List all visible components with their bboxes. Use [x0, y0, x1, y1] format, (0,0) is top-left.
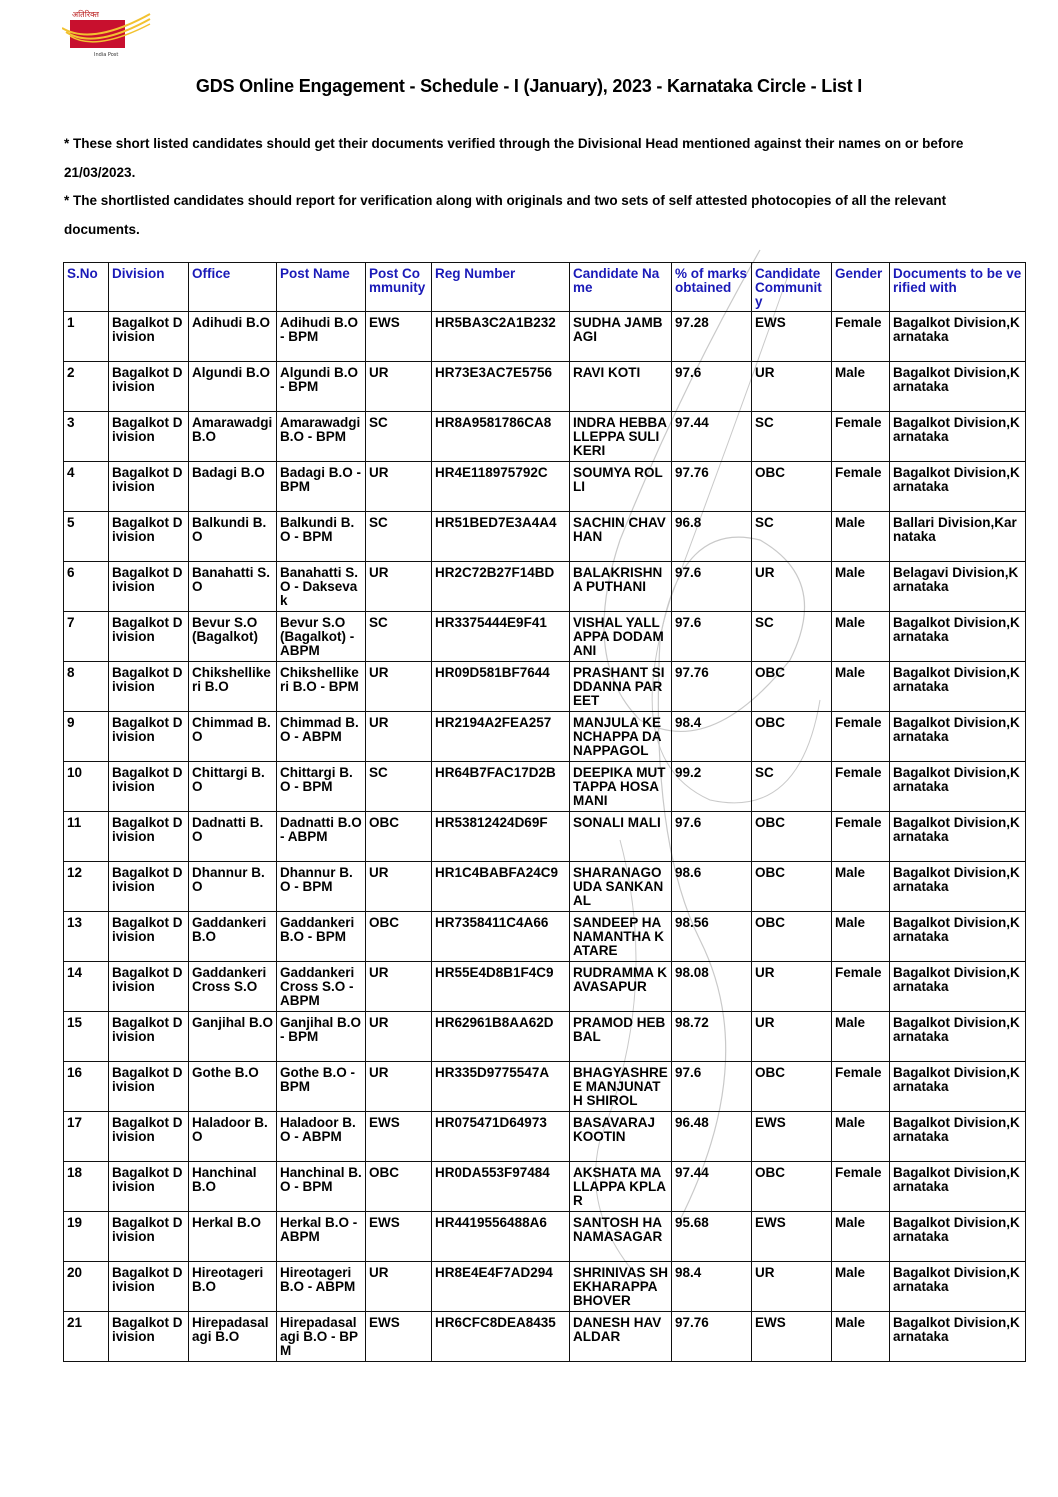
cell-candidate-name: SOUMYA ROLLI	[570, 462, 672, 512]
cell-gender: Male	[832, 1212, 890, 1262]
cell-sno: 8	[64, 662, 109, 712]
table-body	[64, 312, 1026, 1362]
cell-candidate-community: UR	[752, 962, 832, 1012]
column-header-marks: % of marks obtained	[672, 263, 752, 312]
cell-sno: 10	[64, 762, 109, 812]
cell-sno: 3	[64, 412, 109, 462]
cell-reg-number: HR6CFC8DEA8435	[432, 1312, 570, 1362]
cell-candidate-name: SONALI MALI	[570, 812, 672, 862]
table-row	[64, 762, 1026, 812]
cell-marks: 97.6	[672, 1062, 752, 1112]
cell-office: Dadnatti B.O	[189, 812, 277, 862]
cell-documents: Bagalkot Division,Karnataka	[890, 662, 1026, 712]
cell-sno: 4	[64, 462, 109, 512]
column-header-candidate-community: Candidate Community	[752, 263, 832, 312]
cell-post-community: UR	[366, 1012, 432, 1062]
cell-post-name: Gaddankeri Cross S.O - ABPM	[277, 962, 366, 1012]
cell-gender: Male	[832, 1112, 890, 1162]
cell-documents: Bagalkot Division,Karnataka	[890, 462, 1026, 512]
cell-post-community: UR	[366, 362, 432, 412]
cell-division: Bagalkot Division	[109, 462, 189, 512]
cell-marks: 97.6	[672, 362, 752, 412]
cell-candidate-community: UR	[752, 362, 832, 412]
cell-division: Bagalkot Division	[109, 712, 189, 762]
page-title: GDS Online Engagement - Schedule - I (January), 2023 - Karnataka Circle - List I	[195, 76, 863, 96]
cell-post-community: SC	[366, 512, 432, 562]
cell-division: Bagalkot Division	[109, 812, 189, 862]
table-header-row	[64, 263, 1026, 312]
cell-gender: Female	[832, 1062, 890, 1112]
cell-sno: 13	[64, 912, 109, 962]
cell-candidate-name: DANESH HAVALDAR	[570, 1312, 672, 1362]
cell-office: Gaddankeri Cross S.O	[189, 962, 277, 1012]
cell-documents: Bagalkot Division,Karnataka	[890, 762, 1026, 812]
india-post-logo	[62, 8, 152, 58]
column-header-reg-number: Reg Number	[432, 263, 570, 312]
cell-candidate-community: UR	[752, 1012, 832, 1062]
cell-marks: 99.2	[672, 762, 752, 812]
cell-post-name: Chikshellikeri B.O - BPM	[277, 662, 366, 712]
cell-office: Banahatti S.O	[189, 562, 277, 612]
cell-post-community: EWS	[366, 1112, 432, 1162]
cell-documents: Bagalkot Division,Karnataka	[890, 1162, 1026, 1212]
cell-division: Bagalkot Division	[109, 362, 189, 412]
cell-reg-number: HR62961B8AA62D	[432, 1012, 570, 1062]
cell-marks: 97.76	[672, 1312, 752, 1362]
cell-candidate-community: OBC	[752, 712, 832, 762]
cell-office: Hireotageri B.O	[189, 1262, 277, 1312]
cell-division: Bagalkot Division	[109, 662, 189, 712]
cell-sno: 17	[64, 1112, 109, 1162]
cell-division: Bagalkot Division	[109, 1112, 189, 1162]
cell-documents: Bagalkot Division,Karnataka	[890, 862, 1026, 912]
table-row	[64, 812, 1026, 862]
table-row	[64, 962, 1026, 1012]
cell-marks: 97.44	[672, 412, 752, 462]
cell-marks: 98.08	[672, 962, 752, 1012]
cell-candidate-name: RAVI KOTI	[570, 362, 672, 412]
table-row	[64, 512, 1026, 562]
cell-marks: 97.6	[672, 612, 752, 662]
instruction-note: * The shortlisted candidates should report for verification along with originals and two sets of self attested photocopies of all the relevant documents.	[64, 193, 947, 237]
cell-division: Bagalkot Division	[109, 1012, 189, 1062]
cell-candidate-name: RUDRAMMA KAVASAPUR	[570, 962, 672, 1012]
cell-sno: 1	[64, 312, 109, 362]
cell-candidate-community: OBC	[752, 862, 832, 912]
cell-sno: 12	[64, 862, 109, 912]
cell-candidate-name: MANJULA KENCHAPPA DANAPPAGOL	[570, 712, 672, 762]
cell-candidate-community: UR	[752, 1262, 832, 1312]
cell-post-name: Chittargi B.O - BPM	[277, 762, 366, 812]
cell-reg-number: HR09D581BF7644	[432, 662, 570, 712]
cell-gender: Female	[832, 412, 890, 462]
cell-reg-number: HR7358411C4A66	[432, 912, 570, 962]
cell-candidate-community: OBC	[752, 1062, 832, 1112]
cell-office: Balkundi B.O	[189, 512, 277, 562]
cell-documents: Bagalkot Division,Karnataka	[890, 962, 1026, 1012]
cell-sno: 11	[64, 812, 109, 862]
cell-sno: 14	[64, 962, 109, 1012]
cell-candidate-community: SC	[752, 512, 832, 562]
cell-office: Haladoor B.O	[189, 1112, 277, 1162]
cell-reg-number: HR2C72B27F14BD	[432, 562, 570, 612]
cell-candidate-community: OBC	[752, 1162, 832, 1212]
cell-marks: 97.76	[672, 662, 752, 712]
cell-gender: Male	[832, 662, 890, 712]
cell-gender: Male	[832, 1012, 890, 1062]
column-header-gender: Gender	[832, 263, 890, 312]
cell-post-name: Balkundi B.O - BPM	[277, 512, 366, 562]
cell-sno: 5	[64, 512, 109, 562]
cell-sno: 16	[64, 1062, 109, 1112]
column-header-post-name: Post Name	[277, 263, 366, 312]
cell-post-community: EWS	[366, 1312, 432, 1362]
table-row	[64, 312, 1026, 362]
cell-office: Hirepadasalagi B.O	[189, 1312, 277, 1362]
cell-candidate-community: SC	[752, 762, 832, 812]
cell-documents: Bagalkot Division,Karnataka	[890, 912, 1026, 962]
cell-office: Chimmad B.O	[189, 712, 277, 762]
cell-reg-number: HR55E4D8B1F4C9	[432, 962, 570, 1012]
table-row	[64, 1112, 1026, 1162]
cell-documents: Bagalkot Division,Karnataka	[890, 412, 1026, 462]
cell-gender: Female	[832, 462, 890, 512]
cell-candidate-name: PRASHANT SIDDANNA PAREET	[570, 662, 672, 712]
cell-office: Ganjihal B.O	[189, 1012, 277, 1062]
cell-post-community: UR	[366, 1262, 432, 1312]
cell-post-community: OBC	[366, 812, 432, 862]
cell-gender: Male	[832, 1312, 890, 1362]
cell-post-name: Dhannur B.O - BPM	[277, 862, 366, 912]
cell-sno: 20	[64, 1262, 109, 1312]
table-row	[64, 1162, 1026, 1212]
cell-division: Bagalkot Division	[109, 1262, 189, 1312]
cell-gender: Female	[832, 812, 890, 862]
cell-post-community: OBC	[366, 1162, 432, 1212]
cell-documents: Bagalkot Division,Karnataka	[890, 712, 1026, 762]
cell-documents: Belagavi Division,Karnataka	[890, 562, 1026, 612]
cell-sno: 6	[64, 562, 109, 612]
cell-office: Amarawadgi B.O	[189, 412, 277, 462]
cell-office: Algundi B.O	[189, 362, 277, 412]
cell-post-name: Gothe B.O - BPM	[277, 1062, 366, 1112]
cell-post-name: Algundi B.O - BPM	[277, 362, 366, 412]
cell-marks: 98.6	[672, 862, 752, 912]
cell-division: Bagalkot Division	[109, 762, 189, 812]
cell-documents: Bagalkot Division,Karnataka	[890, 362, 1026, 412]
cell-division: Bagalkot Division	[109, 1212, 189, 1262]
cell-sno: 15	[64, 1012, 109, 1062]
cell-post-name: Hirepadasalagi B.O - BPM	[277, 1312, 366, 1362]
cell-post-name: Ganjihal B.O - BPM	[277, 1012, 366, 1062]
cell-post-community: UR	[366, 1062, 432, 1112]
cell-candidate-name: INDRA HEBBALLEPPA SULIKERI	[570, 412, 672, 462]
cell-office: Chikshellikeri B.O	[189, 662, 277, 712]
column-header-sno: S.No	[64, 263, 109, 312]
cell-reg-number: HR5BA3C2A1B232	[432, 312, 570, 362]
cell-office: Dhannur B.O	[189, 862, 277, 912]
cell-marks: 96.8	[672, 512, 752, 562]
cell-gender: Female	[832, 1162, 890, 1212]
cell-sno: 18	[64, 1162, 109, 1212]
cell-candidate-name: DEEPIKA MUTTAPPA HOSAMANI	[570, 762, 672, 812]
cell-post-community: UR	[366, 462, 432, 512]
table-row	[64, 1312, 1026, 1362]
instruction-note: * These short listed candidates should get their documents verified through the Divisional Head mentioned against their names on or before 21/03/2023.	[64, 136, 964, 180]
cell-candidate-name: SANDEEP HANAMANTHA KATARE	[570, 912, 672, 962]
cell-sno: 2	[64, 362, 109, 412]
cell-sno: 19	[64, 1212, 109, 1262]
cell-post-community: UR	[366, 862, 432, 912]
cell-division: Bagalkot Division	[109, 912, 189, 962]
cell-sno: 21	[64, 1312, 109, 1362]
cell-post-community: OBC	[366, 912, 432, 962]
cell-candidate-community: UR	[752, 562, 832, 612]
cell-marks: 95.68	[672, 1212, 752, 1262]
cell-marks: 96.48	[672, 1112, 752, 1162]
cell-reg-number: HR8E4E4F7AD294	[432, 1262, 570, 1312]
table-row	[64, 1062, 1026, 1112]
cell-division: Bagalkot Division	[109, 512, 189, 562]
cell-post-community: UR	[366, 662, 432, 712]
table-row	[64, 712, 1026, 762]
cell-gender: Male	[832, 562, 890, 612]
cell-candidate-community: EWS	[752, 1212, 832, 1262]
cell-documents: Bagalkot Division,Karnataka	[890, 1262, 1026, 1312]
cell-office: Bevur S.O (Bagalkot)	[189, 612, 277, 662]
cell-post-name: Dadnatti B.O - ABPM	[277, 812, 366, 862]
cell-documents: Bagalkot Division,Karnataka	[890, 612, 1026, 662]
cell-candidate-community: SC	[752, 612, 832, 662]
cell-division: Bagalkot Division	[109, 862, 189, 912]
cell-marks: 97.44	[672, 1162, 752, 1212]
cell-reg-number: HR0DA553F97484	[432, 1162, 570, 1212]
cell-division: Bagalkot Division	[109, 1062, 189, 1112]
cell-documents: Bagalkot Division,Karnataka	[890, 312, 1026, 362]
cell-office: Gothe B.O	[189, 1062, 277, 1112]
cell-gender: Female	[832, 712, 890, 762]
cell-post-name: Haladoor B.O - ABPM	[277, 1112, 366, 1162]
cell-marks: 98.4	[672, 712, 752, 762]
column-header-post-community: Post Community	[366, 263, 432, 312]
cell-division: Bagalkot Division	[109, 1162, 189, 1212]
cell-marks: 97.6	[672, 812, 752, 862]
cell-post-community: SC	[366, 612, 432, 662]
cell-candidate-name: SHARANAGOUDA SANKANAL	[570, 862, 672, 912]
cell-office: Herkal B.O	[189, 1212, 277, 1262]
table-row	[64, 662, 1026, 712]
table-row	[64, 362, 1026, 412]
cell-candidate-community: EWS	[752, 312, 832, 362]
cell-post-community: EWS	[366, 312, 432, 362]
cell-candidate-name: AKSHATA MALLAPPA KPLAR	[570, 1162, 672, 1212]
table-row	[64, 562, 1026, 612]
column-header-office: Office	[189, 263, 277, 312]
cell-post-community: EWS	[366, 1212, 432, 1262]
table-row	[64, 1012, 1026, 1062]
cell-marks: 97.6	[672, 562, 752, 612]
cell-gender: Male	[832, 862, 890, 912]
cell-post-community: UR	[366, 962, 432, 1012]
cell-post-community: UR	[366, 562, 432, 612]
cell-reg-number: HR075471D64973	[432, 1112, 570, 1162]
cell-post-name: Banahatti S.O - Daksevak	[277, 562, 366, 612]
cell-office: Hanchinal B.O	[189, 1162, 277, 1212]
cell-candidate-name: SACHIN CHAVHAN	[570, 512, 672, 562]
cell-office: Badagi B.O	[189, 462, 277, 512]
column-header-candidate-name: Candidate Name	[570, 263, 672, 312]
cell-documents: Bagalkot Division,Karnataka	[890, 1012, 1026, 1062]
cell-post-name: Adihudi B.O - BPM	[277, 312, 366, 362]
table-row	[64, 412, 1026, 462]
cell-reg-number: HR2194A2FEA257	[432, 712, 570, 762]
cell-reg-number: HR53812424D69F	[432, 812, 570, 862]
cell-documents: Bagalkot Division,Karnataka	[890, 1062, 1026, 1112]
cell-post-name: Badagi B.O - BPM	[277, 462, 366, 512]
cell-reg-number: HR51BED7E3A4A4	[432, 512, 570, 562]
cell-gender: Female	[832, 962, 890, 1012]
cell-candidate-community: EWS	[752, 1312, 832, 1362]
india-post-logo-icon	[62, 8, 152, 58]
cell-sno: 9	[64, 712, 109, 762]
column-header-division: Division	[109, 263, 189, 312]
cell-division: Bagalkot Division	[109, 312, 189, 362]
table-row	[64, 912, 1026, 962]
cell-reg-number: HR8A9581786CA8	[432, 412, 570, 462]
svg-text:अतिरिक्त: अतिरिक्त	[72, 10, 99, 19]
cell-candidate-community: OBC	[752, 462, 832, 512]
cell-post-name: Bevur S.O (Bagalkot) - ABPM	[277, 612, 366, 662]
shortlist-table	[63, 262, 1026, 1362]
cell-reg-number: HR73E3AC7E5756	[432, 362, 570, 412]
table-row	[64, 1212, 1026, 1262]
cell-gender: Female	[832, 762, 890, 812]
cell-office: Chittargi B.O	[189, 762, 277, 812]
cell-marks: 97.28	[672, 312, 752, 362]
cell-division: Bagalkot Division	[109, 1312, 189, 1362]
cell-candidate-name: SUDHA JAMBAGI	[570, 312, 672, 362]
cell-post-name: Gaddankeri B.O - BPM	[277, 912, 366, 962]
cell-reg-number: HR4419556488A6	[432, 1212, 570, 1262]
cell-post-community: SC	[366, 412, 432, 462]
cell-candidate-name: BASAVARAJ KOOTIN	[570, 1112, 672, 1162]
cell-post-name: Herkal B.O - ABPM	[277, 1212, 366, 1262]
cell-post-community: SC	[366, 762, 432, 812]
cell-division: Bagalkot Division	[109, 612, 189, 662]
cell-gender: Male	[832, 912, 890, 962]
cell-candidate-community: OBC	[752, 912, 832, 962]
instructions	[64, 130, 994, 244]
cell-sno: 7	[64, 612, 109, 662]
table-row	[64, 1262, 1026, 1312]
cell-gender: Male	[832, 362, 890, 412]
cell-division: Bagalkot Division	[109, 562, 189, 612]
cell-candidate-name: BHAGYASHREE MANJUNATH SHIROL	[570, 1062, 672, 1112]
cell-candidate-community: EWS	[752, 1112, 832, 1162]
cell-gender: Male	[832, 512, 890, 562]
cell-division: Bagalkot Division	[109, 962, 189, 1012]
cell-office: Gaddankeri B.O	[189, 912, 277, 962]
cell-gender: Male	[832, 1262, 890, 1312]
cell-documents: Bagalkot Division,Karnataka	[890, 1312, 1026, 1362]
table-row	[64, 612, 1026, 662]
cell-candidate-community: OBC	[752, 812, 832, 862]
cell-reg-number: HR3375444E9F41	[432, 612, 570, 662]
cell-documents: Bagalkot Division,Karnataka	[890, 1112, 1026, 1162]
svg-text:India Post: India Post	[94, 52, 119, 58]
column-header-documents: Documents to be verified with	[890, 263, 1026, 312]
cell-reg-number: HR1C4BABFA24C9	[432, 862, 570, 912]
cell-gender: Female	[832, 312, 890, 362]
cell-marks: 98.56	[672, 912, 752, 962]
cell-candidate-community: OBC	[752, 662, 832, 712]
cell-post-name: Hanchinal B.O - BPM	[277, 1162, 366, 1212]
cell-marks: 98.4	[672, 1262, 752, 1312]
cell-marks: 97.76	[672, 462, 752, 512]
cell-post-name: Amarawadgi B.O - BPM	[277, 412, 366, 462]
cell-division: Bagalkot Division	[109, 412, 189, 462]
cell-reg-number: HR335D9775547A	[432, 1062, 570, 1112]
cell-documents: Bagalkot Division,Karnataka	[890, 1212, 1026, 1262]
table-row	[64, 862, 1026, 912]
cell-candidate-name: VISHAL YALLAPPA DODAMANI	[570, 612, 672, 662]
cell-candidate-name: BALAKRISHNA PUTHANI	[570, 562, 672, 612]
cell-candidate-community: SC	[752, 412, 832, 462]
cell-documents: Ballari Division,Karnataka	[890, 512, 1026, 562]
cell-candidate-name: SANTOSH HANAMASAGAR	[570, 1212, 672, 1262]
cell-gender: Male	[832, 612, 890, 662]
cell-candidate-name: SHRINIVAS SHEKHARAPPA BHOVER	[570, 1262, 672, 1312]
cell-post-name: Hireotageri B.O - ABPM	[277, 1262, 366, 1312]
table-row	[64, 462, 1026, 512]
cell-post-name: Chimmad B.O - ABPM	[277, 712, 366, 762]
cell-post-community: UR	[366, 712, 432, 762]
cell-documents: Bagalkot Division,Karnataka	[890, 812, 1026, 862]
cell-marks: 98.72	[672, 1012, 752, 1062]
cell-candidate-name: PRAMOD HEBBAL	[570, 1012, 672, 1062]
cell-office: Adihudi B.O	[189, 312, 277, 362]
cell-reg-number: HR4E118975792C	[432, 462, 570, 512]
cell-reg-number: HR64B7FAC17D2B	[432, 762, 570, 812]
